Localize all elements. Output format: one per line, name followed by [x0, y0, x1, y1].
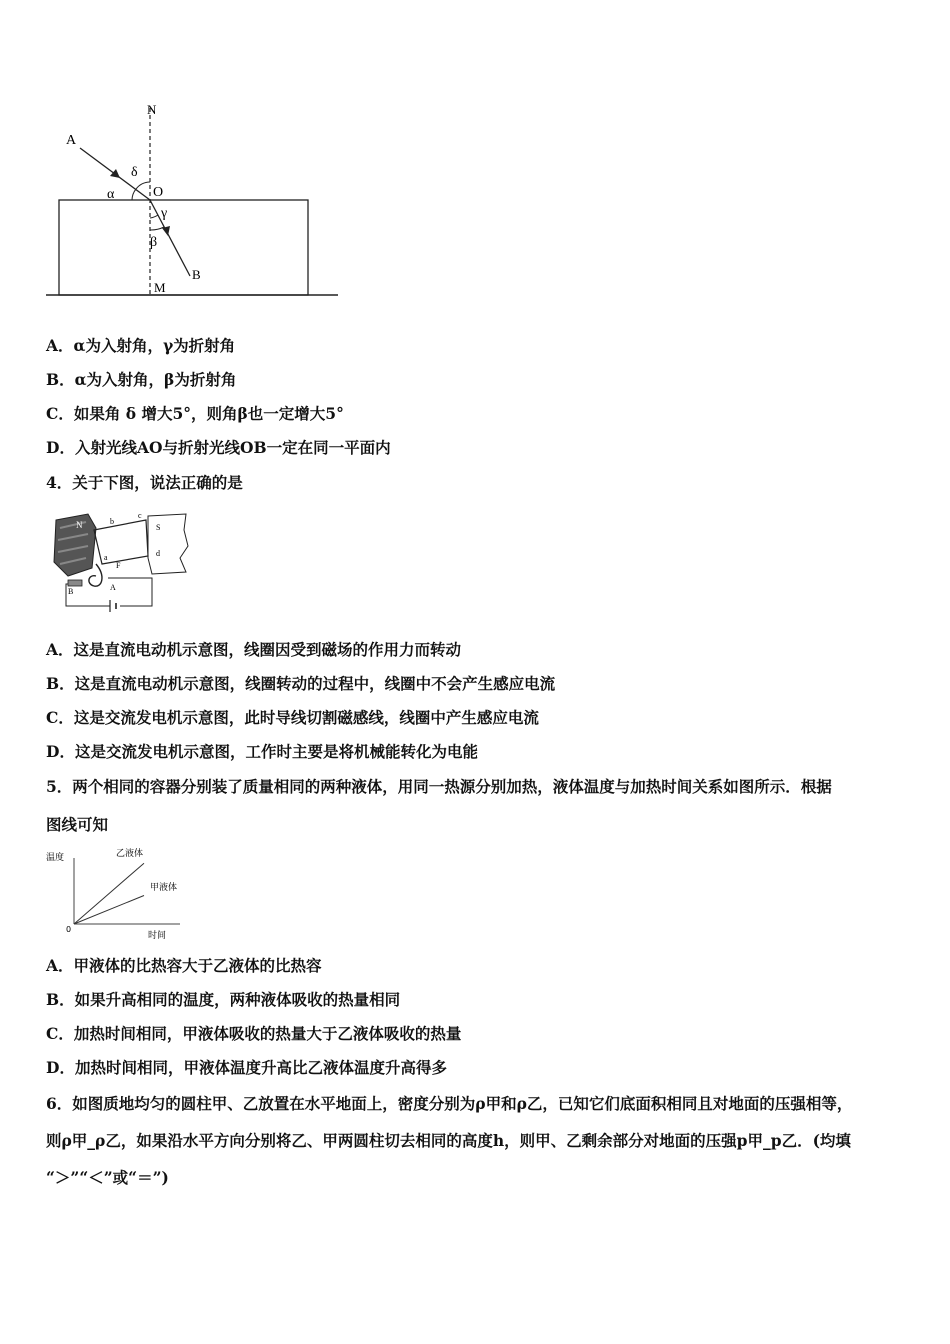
q5-option-a: A．甲液体的比热容大于乙液体的比热容	[46, 956, 322, 975]
series-label-yi: 乙液体	[116, 849, 144, 859]
refraction-diagram	[40, 96, 350, 302]
series-line-yi	[74, 863, 144, 924]
q5-stem-line1: 5．两个相同的容器分别装了质量相同的两种液体，用同一热源分别加热，液体温度与加热时间关系如图所示．根据	[46, 777, 832, 796]
label-gamma: γ	[161, 206, 168, 221]
q3-option-b: B．α为入射角，β为折射角	[46, 370, 237, 389]
north-magnet	[54, 514, 96, 576]
y-axis-label: 温度	[46, 853, 65, 863]
label-N: N	[76, 520, 83, 530]
q4-stem: 4．关于下图，说法正确的是	[46, 473, 243, 492]
q5-option-b: B．如果升高相同的温度，两种液体吸收的热量相同	[46, 990, 401, 1009]
q4-option-c: C．这是交流发电机示意图，此时导线切割磁感线，线圈中产生感应电流	[46, 708, 539, 727]
series-line-jia	[74, 896, 144, 925]
q4-option-b: B．这是直流电动机示意图，线圈转动的过程中，线圈中不会产生感应电流	[46, 674, 556, 693]
q6-line3: “＞”“＜”或“＝”)	[46, 1168, 169, 1187]
label-d: d	[156, 549, 160, 558]
q6-line1: 6．如图质地均匀的圆柱甲、乙放置在水平地面上，密度分别为ρ甲和ρ乙，已知它们底面积相同且对地面的压强相等，	[46, 1094, 853, 1113]
glass-block	[59, 200, 308, 295]
angle-arc-gamma	[150, 215, 158, 218]
label-a: a	[104, 553, 108, 562]
q4-option-d: D．这是交流发电机示意图，工作时主要是将机械能转化为电能	[46, 742, 478, 761]
label-N: N	[147, 102, 157, 117]
south-magnet	[148, 514, 188, 574]
motor-diagram	[48, 506, 193, 618]
origin-label: 0	[66, 925, 72, 934]
label-b: b	[110, 517, 114, 526]
label-O: O	[153, 185, 164, 200]
x-axis-label: 时间	[148, 931, 167, 940]
label-A: A	[66, 133, 77, 148]
coil-loop	[94, 520, 148, 564]
label-alpha: α	[107, 187, 115, 202]
q3-option-a: A．α为入射角，γ为折射角	[46, 336, 236, 355]
label-delta: δ	[131, 165, 138, 180]
q4-option-a: A．这是直流电动机示意图，线圈因受到磁场的作用力而转动	[46, 640, 462, 659]
label-M: M	[154, 280, 166, 295]
series-label-jia: 甲液体	[150, 883, 178, 893]
label-B: B	[192, 267, 201, 282]
angle-arc-beta	[150, 227, 164, 230]
label-F: F	[116, 561, 121, 570]
temperature-time-chart	[44, 844, 184, 940]
q5-option-d: D．加热时间相同，甲液体温度升高比乙液体温度升高得多	[46, 1058, 447, 1077]
label-B: B	[68, 587, 74, 596]
label-A: A	[110, 583, 116, 592]
q6-line2: 则ρ甲_ρ乙，如果沿水平方向分别将乙、甲两圆柱切去相同的高度h，则甲、乙剩余部分对地面的压强p甲_p乙．(均填	[46, 1131, 851, 1150]
q3-option-d: D．入射光线AO与折射光线OB一定在同一平面内	[46, 438, 391, 457]
angle-arc-delta	[136, 182, 150, 189]
q3-option-c: C．如果角 δ 增大5°，则角β也一定增大5°	[46, 404, 344, 423]
q5-stem-line2: 图线可知	[46, 815, 109, 834]
label-S: S	[156, 523, 161, 532]
label-c: c	[138, 511, 142, 520]
brush-left	[68, 580, 82, 586]
incident-arrow	[110, 169, 120, 178]
label-beta: β	[150, 235, 158, 250]
angle-arc-alpha	[132, 189, 136, 200]
q5-option-c: C．加热时间相同，甲液体吸收的热量大于乙液体吸收的热量	[46, 1024, 462, 1043]
